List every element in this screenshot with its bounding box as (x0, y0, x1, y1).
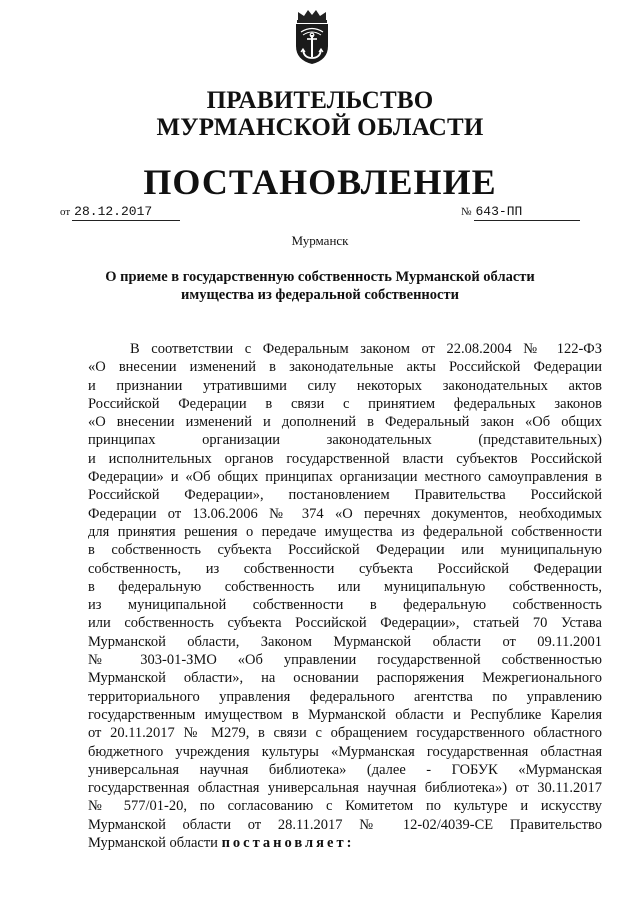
decree-body (88, 340, 602, 852)
decree-number-field (461, 204, 580, 221)
body-line: принципах организации законодательных (представительных) (88, 432, 602, 449)
body-line: универсальная научная библиотека» (далее - ГОБУК «Мурманская (88, 761, 602, 778)
body-line: «О внесении изменений и дополнений в Федеральный закон «Об общих (88, 414, 602, 431)
body-line: Мурманской области, Законом Мурманской области от 09.11.2001 (88, 633, 602, 650)
decree-date-field (60, 204, 180, 221)
body-line: в собственность субъекта Российской Федерации или муниципальную (88, 542, 602, 559)
resolves-word: постановляет: (221, 835, 355, 852)
body-last-line (88, 834, 602, 852)
body-line: Федерации» и «Об общих принципах организации местного самоуправления в (88, 469, 602, 486)
body-line: из муниципальной собственности в федеральную собственность (88, 597, 602, 614)
decree-number: 643-ПП (474, 204, 580, 221)
body-line: Российской Федерации», постановлением Правительства Российской (88, 487, 602, 504)
body-line: государственным имуществом в Мурманской области и Республике Карелия (88, 706, 602, 723)
decree-date: 28.12.2017 (72, 204, 180, 221)
city-name: Мурманск (291, 233, 349, 248)
body-line: собственность, из собственности субъекта Российской Федерации (88, 560, 602, 577)
body-line: и признании утратившими силу некоторых законодательных актов (88, 377, 602, 394)
decree-subject-line1: О приеме в государственную собственность Мурманской области (105, 269, 535, 285)
date-prefix: от (60, 206, 71, 218)
body-line: для принятия решения о передаче имущества из федеральной собственности (88, 523, 602, 540)
body-line: в федеральную собственность или муниципальную собственность, (88, 578, 602, 595)
body-line: от 20.11.2017 № М279, в связи с обращением государственного областного (88, 725, 602, 742)
government-title-line2: МУРМАНСКОЙ ОБЛАСТИ (156, 114, 484, 141)
body-line: территориального управления федерального агентства по управлению (88, 688, 602, 705)
murmansk-coat-of-arms-icon (290, 8, 334, 66)
body-line: Мурманской области от 28.11.2017 № 12-02/4039-СЕ Правительство (88, 816, 602, 833)
body-line: Мурманской области», на основании распоряжения Межрегионального (88, 670, 602, 687)
government-title-line1: ПРАВИТЕЛЬСТВО (206, 87, 434, 114)
body-line: Федерации от 13.06.2006 № 374 «О перечнях документов, необходимых (88, 505, 602, 522)
body-line: и исполнительных органов государственной власти субъектов Российской (88, 450, 602, 467)
number-prefix: № (461, 206, 472, 218)
body-line: № 303-01-ЗМО «Об управлении государственной собственностью (88, 652, 602, 669)
body-line: государственная областная универсальная научная библиотека») от 30.11.2017 (88, 780, 602, 797)
decree-subject-line2: имущества из федеральной собственности (181, 287, 459, 303)
body-last-line-text: Мурманской области (88, 835, 218, 852)
body-line: бюджетного учреждения культуры «Мурманская государственная областная (88, 743, 602, 760)
body-line: № 577/01-20, по согласованию с Комитетом по культуре и искусству (88, 798, 602, 815)
document-type-title: ПОСТАНОВЛЕНИЕ (143, 162, 497, 202)
body-line: Российской Федерации в связи с принятием федеральных законов (88, 395, 602, 412)
body-line: В соответствии с Федеральным законом от 22.08.2004 № 122-ФЗ (130, 341, 602, 357)
body-line: или собственность субъекта Российской Федерации», статьей 70 Устава (88, 615, 602, 632)
body-line: «О внесении изменений в законодательные акты Российской Федерации (88, 359, 602, 376)
